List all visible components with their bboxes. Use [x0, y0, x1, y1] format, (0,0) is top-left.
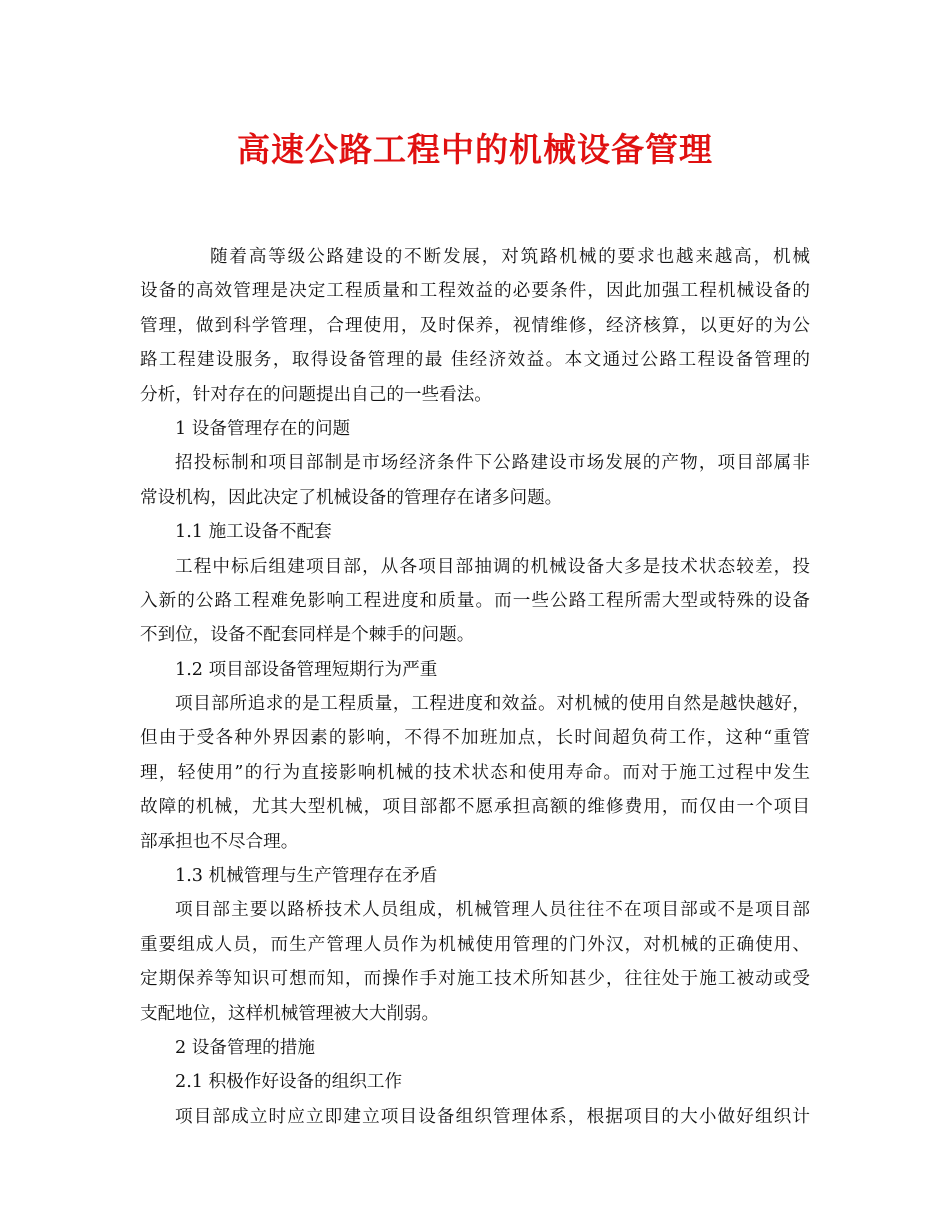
paragraph-line: 随着高等级公路建设的不断发展，对筑路机械的要求也越来越高，机械 [210, 247, 810, 267]
section-heading: 1 设备管理存在的问题 [175, 418, 351, 439]
paragraph-line: 故障的机械，尤其大型机械，项目部都不愿承担高额的维修费用，而仅由一个项目 [140, 797, 810, 818]
paragraph-line: 招投标制和项目部制是市场经济条件下公路建设市场发展的产物，项目部属非 [175, 453, 810, 474]
paragraph-line: 项目部主要以路桥技术人员组成，机械管理人员往往不在项目部或不是项目部 [175, 900, 810, 921]
subsection-heading: 1.1 施工设备不配套 [175, 522, 332, 543]
paragraph-line: 但由于受各种外界因素的影响，不得不加班加点，长时间超负荷工作，这种“重管 [140, 728, 810, 749]
paragraph-line: 不到位，设备不配套同样是个棘手的问题。 [140, 625, 475, 646]
subsection-heading: 1.2 项目部设备管理短期行为严重 [175, 659, 438, 680]
paragraph-line: 入新的公路工程难免影响工程进度和质量。而一些公路工程所需大型或特殊的设备 [140, 590, 810, 611]
paragraph-line: 重要组成人员，而生产管理人员作为机械使用管理的门外汉，对机械的正确使用、 [140, 934, 810, 955]
paragraph-line: 部承担也不尽合理。 [140, 831, 299, 852]
section-heading: 2 设备管理的措施 [175, 1037, 315, 1058]
paragraph-line: 分析，针对存在的问题提出自己的一些看法。 [140, 384, 492, 405]
paragraph-line: 常设机构，因此决定了机械设备的管理存在诸多问题。 [140, 487, 563, 508]
subsection-heading: 2.1 积极作好设备的组织工作 [175, 1072, 403, 1093]
paragraph-line: 支配地位，这样机械管理被大大削弱。 [140, 1003, 440, 1024]
document-title: 高速公路工程中的机械设备管理 [237, 130, 713, 169]
paragraph-line: 项目部所追求的是工程质量，工程进度和效益。对机械的使用自然是越快越好， [175, 694, 810, 715]
paragraph-line: 路工程建设服务，取得设备管理的最 佳经济效益。本文通过公路工程设备管理的 [140, 350, 810, 371]
subsection-heading: 1.3 机械管理与生产管理存在矛盾 [175, 866, 438, 887]
paragraph-line: 设备的高效管理是决定工程质量和工程效益的必要条件，因此加强工程机械设备的 [140, 281, 810, 302]
paragraph-line: 理，轻使用”的行为直接影响机械的技术状态和使用寿命。而对于施工过程中发生 [140, 762, 810, 783]
paragraph-line: 管理，做到科学管理，合理使用，及时保养，视情维修，经济核算，以更好的为公 [140, 315, 810, 336]
document-body [140, 240, 810, 1220]
paragraph-line: 工程中标后组建项目部，从各项目部抽调的机械设备大多是技术状态较差，投 [175, 556, 810, 577]
paragraph-line: 定期保养等知识可想而知，而操作手对施工技术所知甚少，往往处于施工被动或受 [140, 969, 810, 990]
paragraph-line: 项目部成立时应立即建立项目设备组织管理体系，根据项目的大小做好组织计 [175, 1106, 810, 1127]
